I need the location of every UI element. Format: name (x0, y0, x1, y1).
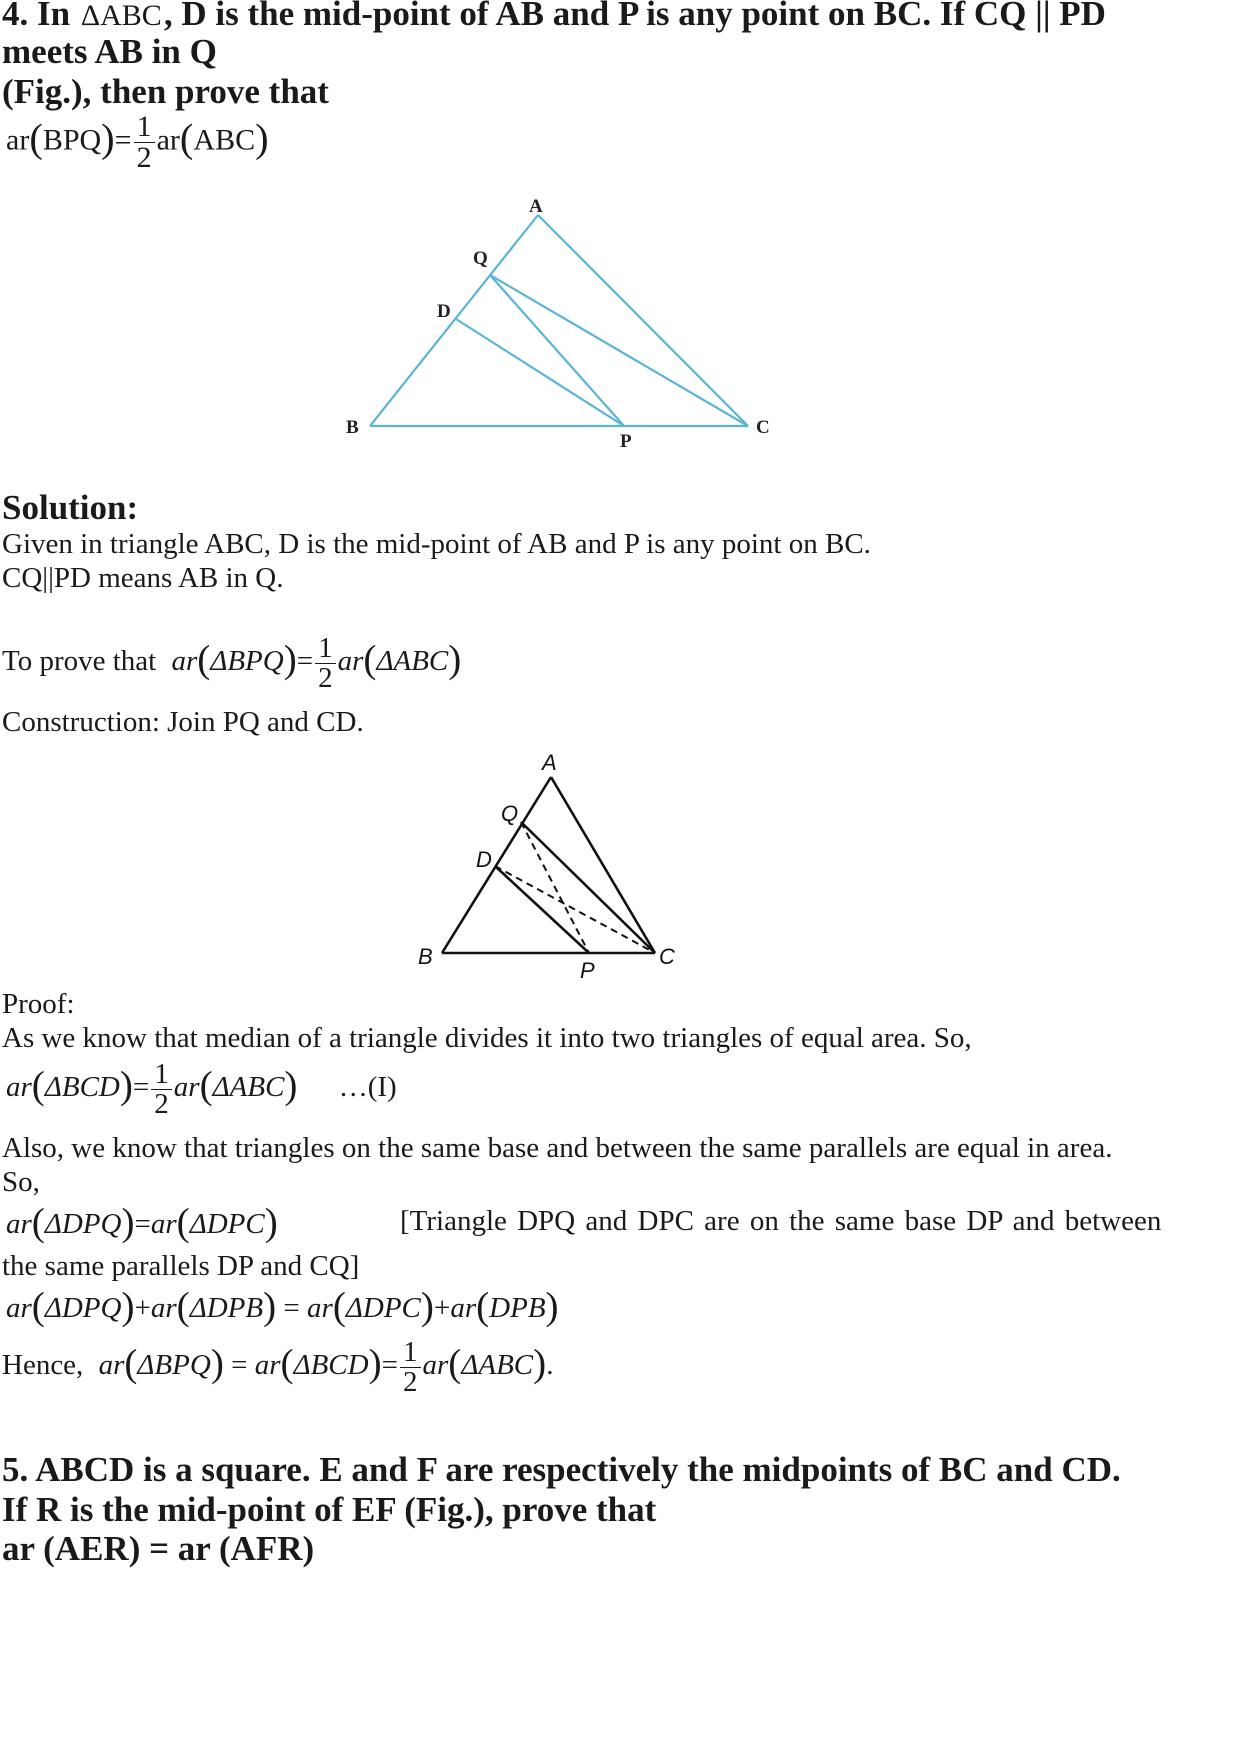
equals-sign: = (132, 1071, 150, 1104)
ar-label: ar (6, 1071, 32, 1104)
equals-sign: = (114, 123, 132, 157)
period: . (546, 1349, 554, 1382)
ar-label: ar (150, 1292, 177, 1324)
label-c: C (659, 944, 675, 969)
label-a: A (529, 196, 543, 217)
fraction-numerator: 1 (315, 634, 336, 664)
triangle-name: ΔABC (80, 0, 162, 32)
ar-label: ar (450, 1292, 477, 1324)
fraction-numerator: 1 (134, 112, 155, 143)
equation-tag: …(I) (338, 1071, 397, 1104)
solution-given-2: CQ||PD means AB in Q. (2, 562, 284, 594)
label-b: B (418, 944, 433, 969)
segment-pq (490, 275, 624, 426)
dashed-pq (521, 822, 589, 953)
triangle-arg: ΔDPC (189, 1208, 265, 1240)
question-5-line-2: If R is the mid-point of EF (Fig.), prove that (2, 1490, 657, 1529)
fraction-half (315, 634, 336, 693)
solution-heading: Solution: (2, 488, 139, 527)
ar-label: ar (98, 1349, 125, 1382)
triangle-arg: ΔBCD (293, 1349, 369, 1382)
proof-also-text: Also, we know that triangles on the same base and between the same parallels are equal in area. (2, 1132, 1113, 1164)
equals-sign: = (296, 645, 314, 678)
ar-label: ar (173, 1071, 200, 1104)
label-d: D (437, 301, 451, 322)
hence-statement: Hence, ar(ΔBPQ) = ar(ΔBCD)= $\frac{1}{2}$ ar(ΔABC). (2, 1336, 554, 1398)
fraction-denominator: 2 (154, 1088, 169, 1120)
label-a: A (542, 750, 557, 775)
label-q: Q (473, 248, 488, 269)
fraction-numerator: 1 (151, 1060, 172, 1090)
equals-sign: = (134, 1208, 151, 1240)
proof-median-text: As we know that median of a triangle divides it into two triangles of equal area. So, (2, 1022, 972, 1054)
triangle-arg: ABC (193, 123, 256, 157)
label-q: Q (501, 801, 519, 826)
question-number: 4. In (2, 0, 71, 33)
question-5-line-1: 5. ABCD is a square. E and F are respectively the midpoints of BC and CD. (2, 1450, 1121, 1489)
triangle-arg: ΔABC (376, 645, 449, 678)
label-d: D (476, 847, 492, 872)
proof-so-text: So, (2, 1166, 40, 1198)
plus-sign: + (433, 1292, 451, 1324)
fraction-denominator: 2 (318, 662, 333, 694)
to-prove-label: To prove that (2, 645, 157, 678)
fraction-denominator: 2 (403, 1366, 418, 1398)
label-c: C (756, 417, 770, 438)
triangle-arg: ΔABC (212, 1071, 285, 1104)
proof-reason: [Triangle DPQ and DPC are on the same base DP and between (400, 1205, 1162, 1237)
equals-sign: = (283, 1292, 300, 1324)
triangle-arg: ΔBPQ (210, 645, 284, 678)
to-prove-statement: To prove that ar(ΔBPQ)= $\frac{1}{2}$ ar(ΔABC) (2, 632, 462, 694)
question-5-line-3: ar (AER) = ar (AFR) (2, 1529, 315, 1568)
proof-reason-2: the same parallels DP and CQ] (2, 1250, 360, 1282)
triangle-arg: ΔDPC (345, 1292, 421, 1324)
ar-label: ar (156, 123, 180, 157)
ar-label: ar (6, 1292, 32, 1324)
label-b: B (346, 417, 359, 438)
construction-text: Construction: Join PQ and CD. (2, 706, 364, 738)
ar-label: ar (254, 1349, 281, 1382)
figure-2-triangle (0, 740, 1253, 990)
question-4-line-2: meets AB in Q (2, 32, 217, 71)
ar-label: ar (422, 1349, 449, 1382)
equation-3: ar(ΔDPQ)+ar(ΔDPB) = ar(ΔDPC)+ar(DPB) (6, 1285, 559, 1328)
triangle-arg: DPB (489, 1292, 546, 1324)
side-ab (442, 777, 551, 953)
triangle-arg: ΔDPB (189, 1292, 264, 1324)
triangle-arg: ΔABC (461, 1349, 534, 1382)
label-p: P (620, 431, 632, 452)
equals-sign: = (231, 1349, 248, 1382)
fraction-half (400, 1338, 421, 1397)
segment-pd (456, 319, 624, 426)
proof-heading: Proof: (2, 988, 75, 1020)
ar-label: ar (6, 123, 30, 157)
fraction-denominator: 2 (136, 141, 152, 174)
equation-1: ar(ΔBCD)= $\frac{1}{2}$ ar(ΔABC) …(I) (6, 1058, 397, 1120)
plus-sign: + (134, 1292, 151, 1324)
ar-label: ar (6, 1208, 32, 1240)
ar-label: ar (337, 645, 364, 678)
ar-label: ar (171, 645, 198, 678)
hence-label: Hence, (2, 1349, 84, 1382)
label-p: P (580, 958, 595, 983)
triangle-arg: ΔDPQ (44, 1208, 122, 1240)
question-4-statement: ar(BPQ)= $\frac{1}{2}$ ar(ABC) (6, 110, 269, 174)
solution-given: Given in triangle ABC, D is the mid-point of AB and P is any point on BC. (2, 528, 871, 560)
equation-2: ar(ΔDPQ)=ar(ΔDPC) (6, 1201, 278, 1244)
triangle-arg: BPQ (42, 123, 102, 157)
side-ab (370, 215, 538, 426)
figure-1-triangle (0, 0, 1253, 520)
fraction-half (151, 1060, 172, 1119)
triangle-arg: ΔBCD (44, 1071, 120, 1104)
fraction-numerator: 1 (400, 1338, 421, 1368)
triangle-arg: ΔDPQ (44, 1292, 122, 1324)
triangle-arg: ΔBPQ (137, 1349, 211, 1382)
question-4-text: , D is the mid-point of AB and P is any point on BC. If CQ || PD (163, 0, 1106, 33)
ar-label: ar (150, 1208, 177, 1240)
equals-sign: = (381, 1349, 398, 1382)
question-4-line-3: (Fig.), then prove that (2, 72, 329, 111)
ar-label: ar (307, 1292, 333, 1324)
